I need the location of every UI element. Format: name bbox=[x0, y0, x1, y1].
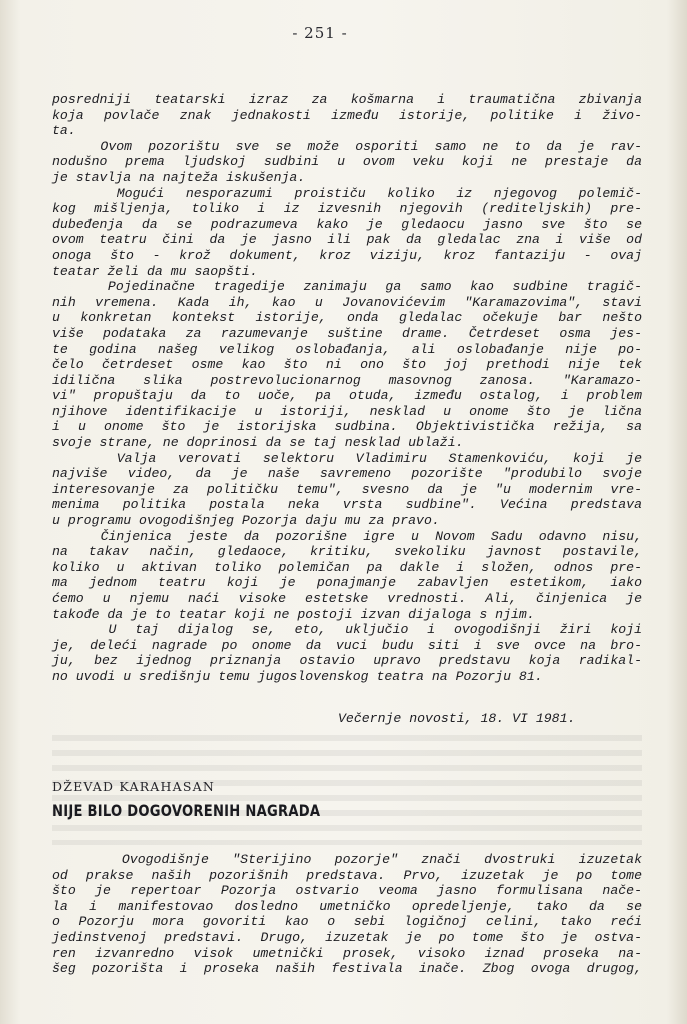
text-line: Ovogodišnje "Sterijino pozorje" znači dvostruki izuzetak bbox=[52, 852, 642, 867]
text-line: interesovanje za političku temu", svesno da je "u modernim vre- bbox=[52, 481, 642, 497]
text-line: čelo četrdeset osme kao što ni ono što joj prethodi nije tek bbox=[52, 357, 642, 373]
text-line: od prakse naših pozorišnih predstava. Prvo, izuzetak je po tome bbox=[52, 867, 642, 883]
page-number: - 251 - bbox=[292, 24, 348, 42]
text-line: ma jednom teatru koji je ponajmanje zabavljen estetikom, iako bbox=[52, 575, 642, 591]
text-line: kog mišljenja, toliko i iz izvesnih njegovih (rediteljskih) pre- bbox=[52, 201, 642, 217]
text-line: onoga što - krož dokument, kroz viziju, kroz fantaziju - ovaj bbox=[52, 247, 642, 263]
text-line: u konkretan kontekst istorije, onda gledalac očekuje bar nešto bbox=[52, 310, 642, 326]
text-line: posredniji teatarski izraz za košmarna i traumatična zbivanja bbox=[52, 92, 642, 107]
author-name: DŽEVAD KARAHASAN bbox=[52, 779, 215, 794]
source-signature: Večernje novosti, 18. VI 1981. bbox=[338, 711, 576, 726]
text-line: šeg pozorišta i proseka naših festivala inače. Zbog ovoga drugog, bbox=[52, 961, 642, 977]
text-line: i u onome što je istorijska sudbina. Objektivistička režija, sa bbox=[52, 419, 642, 435]
text-line: što je repertoar Pozorja ostvario veoma jasno formulisana nače- bbox=[52, 883, 642, 899]
article-body-second bbox=[52, 852, 642, 977]
text-line: je stavlja na najteža iskušenja. bbox=[52, 169, 306, 185]
text-line: nodušno prema ljudskoj sudbini u ovom veku koji ne prestaje da bbox=[52, 154, 642, 170]
text-line: Pojedinačne tragedije zanimaju ga samo kao sudbine tragič- bbox=[52, 279, 642, 295]
text-line: no uvodi u središnju temu jugoslovenskog teatra na Pozorju 81. bbox=[52, 668, 543, 684]
text-line: je, deleći nagrade po onome da vuci budu siti i sve ovce na bro- bbox=[52, 637, 642, 653]
text-line: koliko u aktivan toliko polemičan pa dakle i složen, odnos pre- bbox=[52, 559, 642, 575]
text-line: više podataka za razumevanje suštine drame. Četrdeset osma jes- bbox=[52, 325, 642, 341]
text-line: koja povlače znak jednakosti između istorije, politike i živo- bbox=[52, 107, 642, 123]
text-line: dubeđenja da se podrazumeva kako je gledaocu jasno sve što se bbox=[52, 216, 642, 232]
text-line: na takav način, gledaoce, kritiku, svekoliku javnost postavile, bbox=[52, 544, 642, 560]
text-line: ovom teatru čini da je jasno ili pak da gledalac zna i više od bbox=[52, 232, 642, 248]
text-line: teatar želi da mu saopšti. bbox=[52, 263, 258, 279]
text-line: Mogući nesporazumi proističu koliko iz njegovog polemič- bbox=[52, 185, 642, 201]
text-line: svoje strane, ne doprinosi da se taj nesklad ublaži. bbox=[52, 435, 464, 451]
text-line: ćemo u njemu naći visoke estetske vrednosti. Ali, činjenica je bbox=[52, 591, 642, 606]
text-line: ta. bbox=[52, 123, 76, 139]
text-line: o Pozorju mora govoriti kao o sebi logičnoj celini, tako reći bbox=[52, 914, 642, 930]
text-line: ren izvanredno visok umetnički prosek, visoko iznad proseka na- bbox=[52, 945, 642, 961]
text-line: njihove identifikacije u istoriji, nesklad u onome što je lična bbox=[52, 403, 642, 419]
text-line: Valja verovati selektoru Vladimiru Stamenkoviću, koji je bbox=[52, 450, 642, 466]
text-line: menima politika postala neka vrsta sudbine". Većina predstava bbox=[52, 497, 642, 513]
text-line: Činjenica jeste da pozorišne igre u Novom Sadu odavno nisu, bbox=[52, 528, 642, 544]
text-line: Ovom pozorištu sve se može osporiti samo ne to da je rav- bbox=[52, 138, 642, 154]
text-line: vi" propuštaju da to uoče, pa otuda, između ostalog, i problem bbox=[52, 388, 642, 404]
text-line: la i manifestovao dosledno umetničko opredeljenje, tako da se bbox=[52, 898, 642, 914]
text-line: takođe da je to teatar koji ne postoji izvan dijaloga s njim. bbox=[52, 606, 535, 622]
text-line: te godina našeg velikog oslobađanja, ali oslobađanje nije po- bbox=[52, 341, 642, 357]
text-line: idilična slika postrevolucionarnog masovnog zanosa. "Karamazo- bbox=[52, 372, 642, 388]
article-title: NIJE BILO DOGOVORENIH NAGRADA bbox=[52, 801, 321, 820]
text-line: najviše video, da je naše savremeno pozorište "produbilo svoje bbox=[52, 466, 642, 482]
article-body bbox=[52, 92, 642, 685]
text-line: u programu ovogodišnjeg Pozorja daju mu za pravo. bbox=[52, 513, 440, 529]
text-line: jedinstvenoj predstavi. Drugo, izuzetak je po tome što je ostva- bbox=[52, 929, 642, 945]
text-line: ju, bez ijednog priznanja ostavio upravo predstavu koja radikal- bbox=[52, 653, 642, 669]
text-line: nih vremena. Kada ih, kao u Jovanovićevim "Karamazovima", stavi bbox=[52, 294, 642, 310]
text-line: U taj dijalog se, eto, uključio i ovogodišnji žiri koji bbox=[52, 622, 642, 638]
